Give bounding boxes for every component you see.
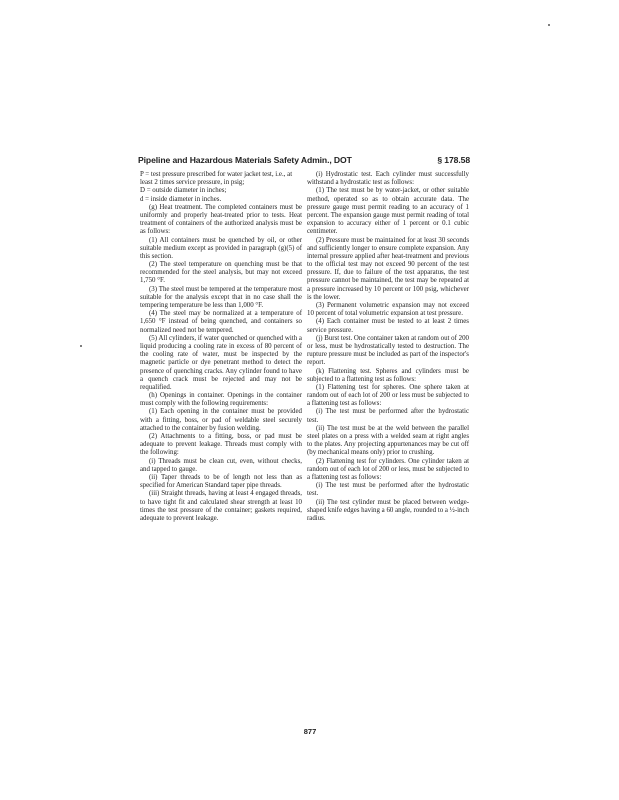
paragraph-i-hydrostatic-test: (i) Hydrostatic test. Each cylinder must successfully withstand a hydrostatic test as follows: [307, 171, 469, 187]
paragraph-h2-iii: (iii) Straight threads, having at least 4 engaged threads, to have tight fit and calculated shear strength at least 10 times the test pressure of the container; gaskets required, adequate to prevent leakage. [140, 490, 302, 522]
paragraph-k1-i: (i) The test must be performed after the hydrostatic test. [307, 408, 469, 424]
formula-definitions [140, 171, 302, 204]
definition-p: P = test pressure prescribed for water jacket test, i.e., at least 2 times service pressure, in psig; [140, 171, 293, 187]
paragraph-h2-ii: (ii) Taper threads to be of length not less than as specified for American Standard taper pipe threads. [140, 473, 302, 490]
right-column [307, 171, 469, 523]
page-number: 877 [303, 727, 317, 736]
paragraph-g-heat-treatment: (g) Heat treatment. The completed containers must be uniformly and properly heat-treated prior to tests. Heat treatment of containers of the authorized analysis must be as follows: [140, 203, 302, 236]
paragraph-i4: (4) Each container must be tested to at least 2 times service pressure. [307, 318, 469, 334]
left-column [140, 171, 302, 523]
paragraph-k1-ii: (ii) The test must be at the weld between the parallel steel plates on a press with a welded seam at right angles to the plates. Any projecting appurtenances may be cut off (by mechanical means only) prior to crushing. [307, 424, 469, 457]
paragraph-h1: (1) Each opening in the container must be provided with a fitting, boss, or pad of weldable steel securely attached to the container by fusion welding. [140, 408, 302, 432]
paragraph-k2-i: (i) The test must be performed after the hydrostatic test. [307, 482, 469, 498]
paragraph-g2: (2) The steel temperature on quenching must be that recommended for the steel analysis, but may not exceed 1,750 °F. [140, 261, 302, 285]
header-title: Pipeline and Hazardous Materials Safety Admin., DOT [138, 155, 352, 165]
paragraph-i3: (3) Permanent volumetric expansion may not exceed 10 percent of total volumetric expansion at test pressure. [307, 302, 469, 318]
paragraph-g1: (1) All containers must be quenched by oil, or other suitable medium except as provided in paragraph (g)(5) of this section. [140, 236, 302, 260]
paragraph-i2: (2) Pressure must be maintained for at least 30 seconds and sufficiently longer to ensure complete expansion. Any internal pressure applied after heat-treatment and previous to the official test may not exceed 90 percent of the test pressure. If, due to failure of the test apparatus, the test pressure cannot be maintained, the test may be repeated at a pressure increased by 10 percent or 100 psig, whichever is the lower. [307, 236, 469, 301]
scan-speck [80, 345, 82, 347]
paragraph-k2-ii: (ii) The test cylinder must be placed between wedge-shaped knife edges having a 60 angle, rounded to a ½-inch radius. [307, 498, 469, 522]
paragraph-g3: (3) The steel must be tempered at the temperature most suitable for the analysis except that in no case shall the tempering temperature be less than 1,000 °F. [140, 285, 302, 309]
paragraph-h-openings: (h) Openings in container. Openings in the container must comply with the following requirements: [140, 392, 302, 408]
paragraph-j-burst-test: (j) Burst test. One container taken at random out of 200 or less, must be hydrostatically tested to destruction. The rupture pressure must be included as part of the inspector's report. [307, 334, 469, 367]
paragraph-i1: (1) The test must be by water-jacket, or other suitable method, operated so as to obtain accurate data. The pressure gauge must permit reading to an accuracy of 1 percent. The expansion gauge must permit reading of total expansion to accuracy either of 1 percent or 0.1 cubic centimeter. [307, 187, 469, 236]
running-header [138, 155, 470, 169]
paragraph-g4: (4) The steel may be normalized at a temperature of 1,650 °F instead of being quenched, and containers so normalized need not be tempered. [140, 310, 302, 334]
paragraph-g5: (5) All cylinders, if water quenched or quenched with a liquid producing a cooling rate in excess of 80 percent of the cooling rate of water, must be inspected by the magnetic particle or dye penetrant method to detect the presence of quenching cracks. Any cylinder found to have a quench crack must be rejected and may not be requalified. [140, 334, 302, 391]
definition-inside-diameter: d = inside diameter in inches. [140, 195, 222, 203]
paragraph-h2: (2) Attachments to a fitting, boss, or pad must be adequate to prevent leakage. Threads must comply with the following: [140, 433, 302, 457]
paragraph-h2-i: (i) Threads must be clean cut, even, without checks, and tapped to gauge. [140, 457, 302, 473]
header-section-number: § 178.58 [437, 155, 470, 165]
paragraph-k1: (1) Flattening test for spheres. One sphere taken at random out of each lot of 200 or less must be subjected to a flattening test as follows: [307, 383, 469, 408]
scan-speck [548, 24, 550, 26]
paragraph-k2: (2) Flattening test for cylinders. One cylinder taken at random out of each lot of 200 or less, must be subjected to a flattening test as follows: [307, 457, 469, 481]
definition-outside-diameter: D = outside diameter in inches; [140, 187, 227, 195]
paragraph-k-flattening-test: (k) Flattening test. Spheres and cylinders must be subjected to a flattening test as follows: [307, 367, 469, 383]
